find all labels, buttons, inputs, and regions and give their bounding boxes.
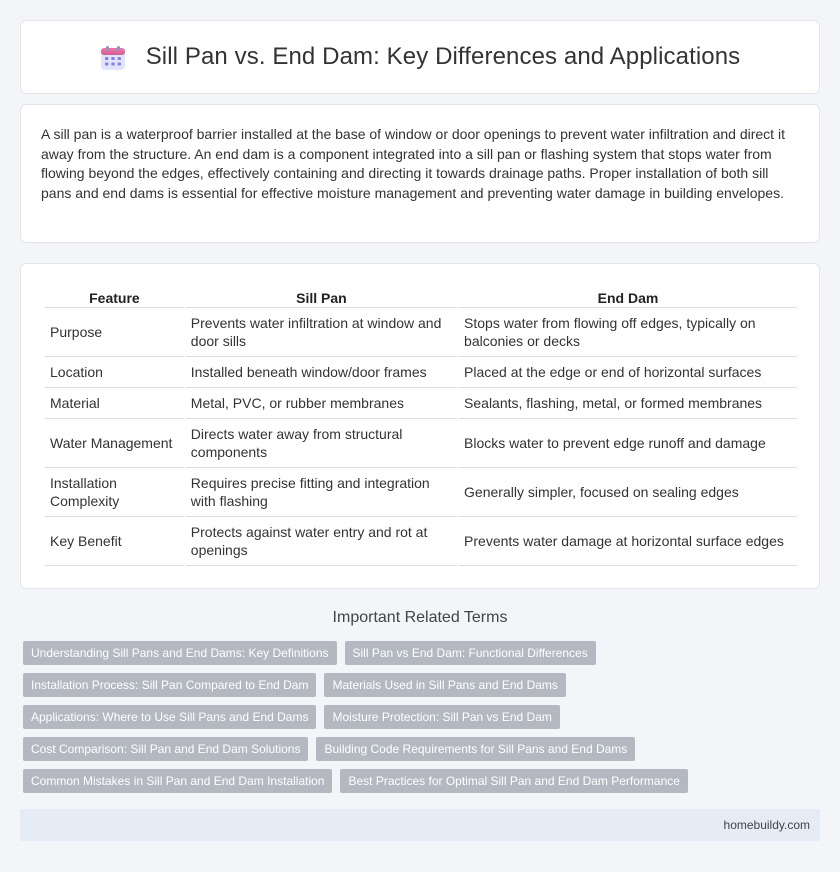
related-term-tag[interactable]: Sill Pan vs End Dam: Functional Differences	[345, 641, 596, 665]
table-row	[45, 517, 797, 566]
table-cell: Key Benefit	[45, 517, 184, 566]
table-row	[45, 388, 797, 419]
table-cell: Stops water from flowing off edges, typically on balconies or decks	[459, 308, 797, 357]
table-cell: Requires precise fitting and integration with flashing	[186, 468, 457, 517]
table-cell: Installed beneath window/door frames	[186, 357, 457, 388]
header-sill-pan: Sill Pan	[186, 286, 457, 308]
calendar-icon	[100, 45, 126, 71]
table-cell: Protects against water entry and rot at openings	[186, 517, 457, 566]
related-term-tag[interactable]: Understanding Sill Pans and End Dams: Key Definitions	[23, 641, 337, 665]
intro-card	[20, 104, 820, 243]
related-term-tag[interactable]: Installation Process: Sill Pan Compared to End Dam	[23, 673, 316, 697]
table-cell: Location	[45, 357, 184, 388]
related-term-tag[interactable]: Cost Comparison: Sill Pan and End Dam Solutions	[23, 737, 308, 761]
table-cell: Placed at the edge or end of horizontal surfaces	[459, 357, 797, 388]
table-cell: Directs water away from structural components	[186, 419, 457, 468]
related-term-tag[interactable]: Building Code Requirements for Sill Pans and End Dams	[316, 737, 635, 761]
table-row	[45, 357, 797, 388]
related-term-tag[interactable]: Moisture Protection: Sill Pan vs End Dam	[324, 705, 559, 729]
related-term-tag[interactable]: Applications: Where to Use Sill Pans and End Dams	[23, 705, 316, 729]
intro-text: A sill pan is a waterproof barrier installed at the base of window or door openings to prevent water infiltration and direct it away from the structure. An end dam is a component integrated into a sill pan or flashing system that stops water from flowing beyond the edges, effectively containing and directing it towards drainage paths. Proper installation of both sill pans and end dams is essential for effective moisture management and preventing water damage in building envelopes.	[41, 126, 785, 201]
table-cell: Water Management	[45, 419, 184, 468]
related-term-tag[interactable]: Common Mistakes in Sill Pan and End Dam Installation	[23, 769, 332, 793]
table-cell: Material	[45, 388, 184, 419]
page-title: Sill Pan vs. End Dam: Key Differences and Applications	[145, 43, 741, 70]
header-end-dam: End Dam	[459, 286, 797, 308]
table-cell: Blocks water to prevent edge runoff and damage	[459, 419, 797, 468]
related-terms-title: Important Related Terms	[332, 609, 508, 626]
table-row	[45, 308, 797, 357]
table-header-row	[45, 286, 797, 308]
comparison-table	[43, 286, 799, 566]
table-cell: Generally simpler, focused on sealing edges	[459, 468, 797, 517]
related-term-tag[interactable]: Best Practices for Optimal Sill Pan and End Dam Performance	[340, 769, 687, 793]
table-cell: Sealants, flashing, metal, or formed membranes	[459, 388, 797, 419]
table-cell: Installation Complexity	[45, 468, 184, 517]
table-row	[45, 468, 797, 517]
header-feature: Feature	[45, 286, 184, 308]
related-terms-list	[23, 641, 823, 801]
table-row	[45, 419, 797, 468]
table-cell: Prevents water infiltration at window and door sills	[186, 308, 457, 357]
comparison-card	[20, 263, 820, 589]
table-cell: Purpose	[45, 308, 184, 357]
table-cell: Prevents water damage at horizontal surface edges	[459, 517, 797, 566]
related-term-tag[interactable]: Materials Used in Sill Pans and End Dams	[324, 673, 565, 697]
footer-site-link[interactable]: homebuildy.com	[723, 818, 810, 832]
page-header	[20, 20, 820, 94]
table-cell: Metal, PVC, or rubber membranes	[186, 388, 457, 419]
footer	[20, 809, 820, 841]
